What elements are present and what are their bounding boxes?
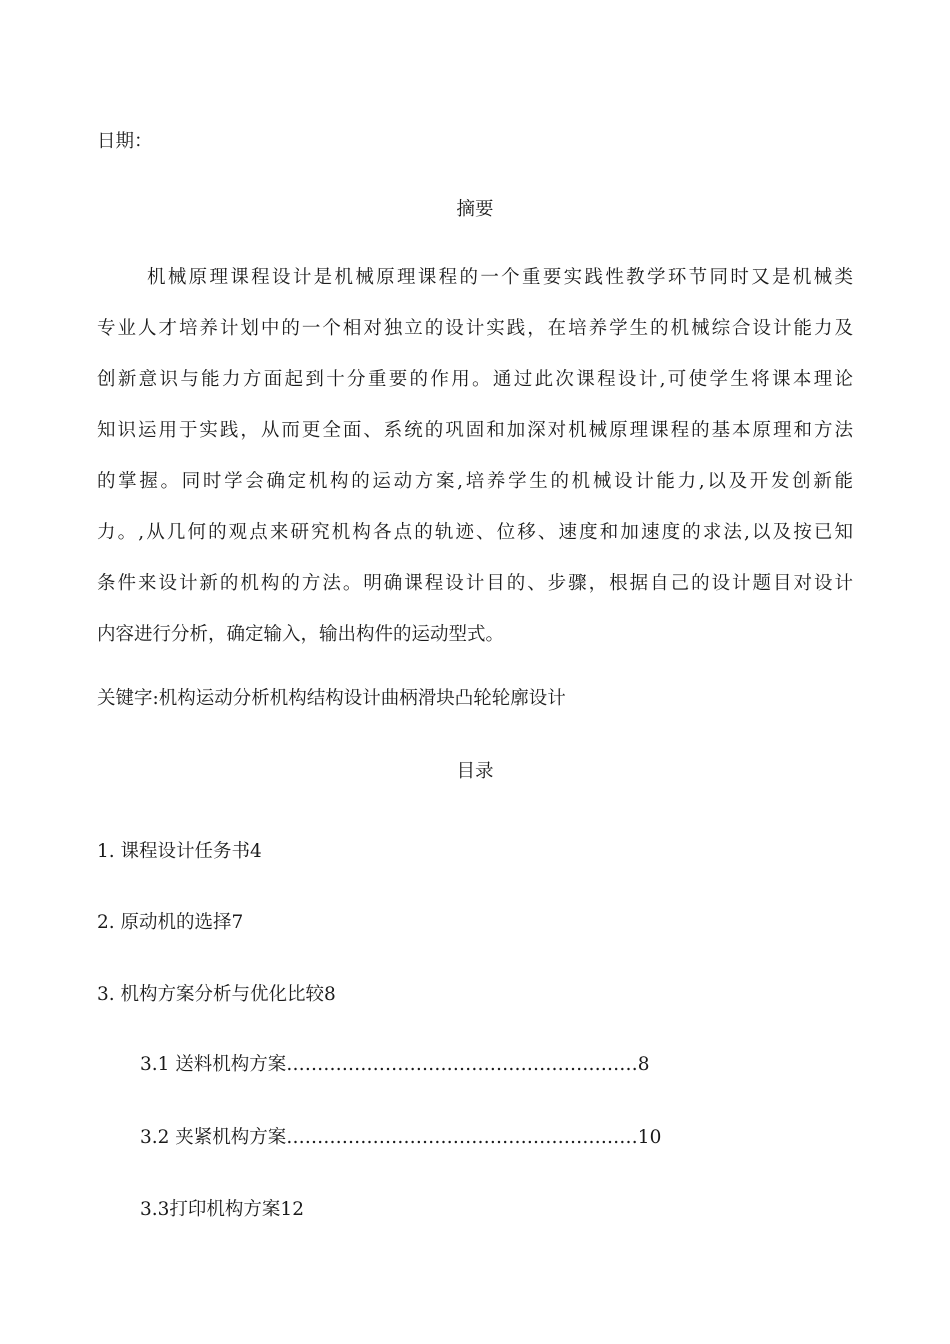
- abstract-body: [97, 266, 853, 674]
- toc-item: 3. 机构方案分析与优化比较8: [97, 984, 336, 1005]
- toc-subitem: 3.1 送料机构方案…………………………………………………8: [140, 1054, 650, 1075]
- abstract-line: 内容进行分析，确定输入，输出构件的运动型式。: [97, 624, 505, 645]
- toc-item: 1. 课程设计任务书4: [97, 841, 262, 862]
- toc-item: 2. 原动机的选择7: [97, 912, 244, 933]
- abstract-line: 知识运用于实践，从而更全面、系统的巩固和加深对机械原理课程的基本原理和方法: [97, 420, 853, 441]
- toc-subitem: 3.3打印机构方案12: [140, 1199, 304, 1220]
- abstract-line: 的掌握。同时学会确定机构的运动方案,培养学生的机械设计能力,以及开发创新能: [97, 471, 853, 492]
- abstract-line: 创新意识与能力方面起到十分重要的作用。通过此次课程设计,可使学生将课本理论: [97, 369, 853, 390]
- abstract-heading: 摘要: [456, 199, 494, 220]
- toc-heading: 目录: [456, 761, 494, 782]
- date-label: 日期：: [97, 131, 153, 152]
- abstract-line: 机械原理课程设计是机械原理课程的一个重要实践性教学环节同时又是机械类: [147, 267, 853, 288]
- abstract-line: 专业人才培养计划中的一个相对独立的设计实践，在培养学生的机械综合设计能力及: [97, 318, 853, 339]
- abstract-line: 条件来设计新的机构的方法。明确课程设计目的、步骤，根据自己的设计题目对设计: [97, 573, 853, 594]
- keywords: 关键字:机构运动分析机构结构设计曲柄滑块凸轮轮廓设计: [97, 688, 566, 709]
- abstract-line: 力。,从几何的观点来研究机构各点的轨迹、位移、速度和加速度的求法,以及按已知: [97, 522, 853, 543]
- toc-subitem: 3.2 夹紧机构方案…………………………………………………10: [140, 1127, 662, 1148]
